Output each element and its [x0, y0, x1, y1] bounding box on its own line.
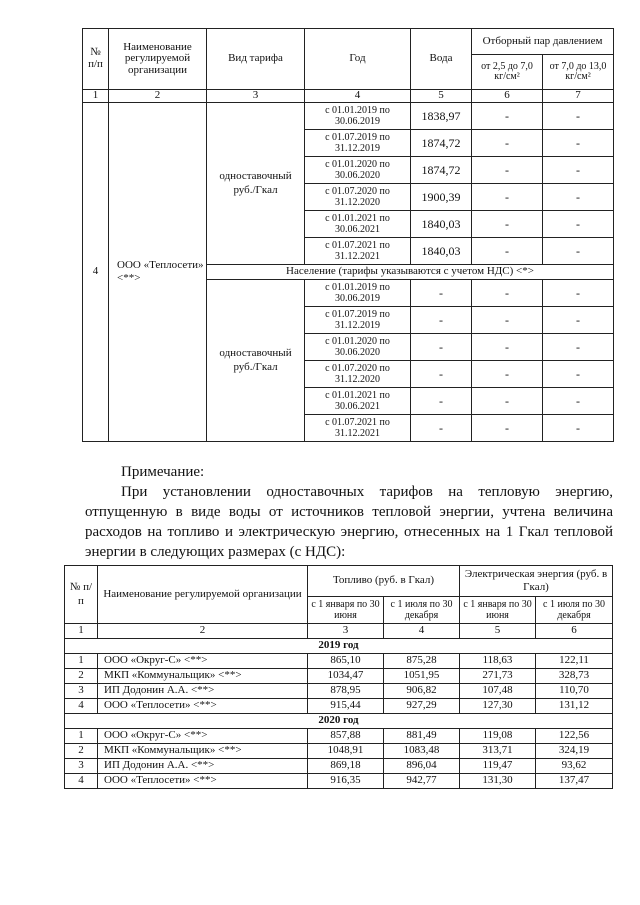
col-number: 3 [207, 90, 305, 103]
year-label: 2019 год [65, 639, 613, 654]
water-value: 1838,97 [411, 103, 472, 130]
header-fuel: Топливо (руб. в Гкал) [308, 566, 460, 597]
col-number: 5 [411, 90, 472, 103]
electric-jul-value: 328,73 [536, 669, 613, 684]
tariff-row [83, 103, 614, 130]
period: с 01.07.2021 по 31.12.2021 [305, 415, 411, 442]
water-value: 1840,03 [411, 238, 472, 265]
electric-jan-value: 118,63 [460, 654, 536, 669]
steam-1-value: - [472, 334, 543, 361]
fuel-jan-value: 878,95 [308, 684, 384, 699]
table-row [65, 654, 613, 669]
header-steam-sub1: от 2,5 до 7,0 кг/см² [472, 55, 543, 90]
fuel-jan-value: 916,35 [308, 774, 384, 789]
fuel-jul-value: 1083,48 [384, 744, 460, 759]
period: с 01.07.2020 по 31.12.2020 [305, 361, 411, 388]
header-tariff-type: Вид тарифа [207, 29, 305, 90]
note-title: Примечание: [121, 464, 205, 480]
header-electric-jul: с 1 июля по 30 декабря [536, 597, 613, 624]
table-row [65, 684, 613, 699]
period: с 01.07.2021 по 31.12.2021 [305, 238, 411, 265]
steam-2-value: - [543, 157, 614, 184]
tariff-type: одноставочный руб./Гкал [207, 103, 305, 265]
electric-jul-value: 122,56 [536, 729, 613, 744]
fuel-jul-value: 896,04 [384, 759, 460, 774]
table-header-row [65, 566, 613, 597]
electric-jan-value: 107,48 [460, 684, 536, 699]
steam-2-value: - [543, 361, 614, 388]
org-name: ООО «Теплосети» <**> [109, 103, 207, 442]
col-number: 1 [83, 90, 109, 103]
period: с 01.01.2020 по 30.06.2020 [305, 157, 411, 184]
col-number: 7 [543, 90, 614, 103]
steam-1-value: - [472, 184, 543, 211]
header-org: Наименование регулируемой организации [109, 29, 207, 90]
table-row [65, 699, 613, 714]
header-num: № п/п [65, 566, 98, 624]
fuel-jan-value: 1034,47 [308, 669, 384, 684]
fuel-jan-value: 857,88 [308, 729, 384, 744]
steam-2-value: - [543, 184, 614, 211]
steam-2-value: - [543, 280, 614, 307]
water-value: - [411, 415, 472, 442]
row-number: 4 [65, 699, 98, 714]
table-row [65, 669, 613, 684]
fuel-jan-value: 1048,91 [308, 744, 384, 759]
org-name: ООО «Теплосети» <**> [98, 699, 308, 714]
water-value: - [411, 334, 472, 361]
fuel-jan-value: 869,18 [308, 759, 384, 774]
electric-jan-value: 119,47 [460, 759, 536, 774]
steam-2-value: - [543, 334, 614, 361]
header-steam: Отборный пар давлением [472, 29, 614, 55]
period: с 01.07.2019 по 31.12.2019 [305, 130, 411, 157]
electric-jan-value: 119,08 [460, 729, 536, 744]
electric-jan-value: 131,30 [460, 774, 536, 789]
steam-1-value: - [472, 238, 543, 265]
row-number: 3 [65, 759, 98, 774]
electric-jul-value: 122,11 [536, 654, 613, 669]
fuel-jan-value: 915,44 [308, 699, 384, 714]
row-number: 3 [65, 684, 98, 699]
water-value: 1840,03 [411, 211, 472, 238]
row-number: 2 [65, 744, 98, 759]
table-row [65, 759, 613, 774]
steam-1-value: - [472, 415, 543, 442]
fuel-electric-table [64, 565, 613, 789]
steam-1-value: - [472, 130, 543, 157]
fuel-jul-value: 942,77 [384, 774, 460, 789]
table-header-row [83, 29, 614, 55]
org-name: ИП Додонин А.А. <**> [98, 759, 308, 774]
org-name: МКП «Коммунальщик» <**> [98, 744, 308, 759]
header-electric: Электрическая энергия (руб. в Гкал) [460, 566, 613, 597]
year-row [65, 714, 613, 729]
header-fuel-jul: с 1 июля по 30 декабря [384, 597, 460, 624]
steam-1-value: - [472, 280, 543, 307]
table-row [65, 774, 613, 789]
steam-1-value: - [472, 388, 543, 415]
header-org: Наименование регулируемой организации [98, 566, 308, 624]
fuel-jul-value: 881,49 [384, 729, 460, 744]
fuel-jan-value: 865,10 [308, 654, 384, 669]
steam-2-value: - [543, 238, 614, 265]
steam-1-value: - [472, 307, 543, 334]
period: с 01.01.2020 по 30.06.2020 [305, 334, 411, 361]
fuel-jul-value: 1051,95 [384, 669, 460, 684]
electric-jan-value: 271,73 [460, 669, 536, 684]
tariff-type: одноставочный руб./Гкал [207, 280, 305, 442]
steam-2-value: - [543, 307, 614, 334]
period: с 01.01.2019 по 30.06.2019 [305, 280, 411, 307]
header-steam-sub2: от 7,0 до 13,0 кг/см² [543, 55, 614, 90]
table-row [65, 744, 613, 759]
header-water: Вода [411, 29, 472, 90]
water-value: 1874,72 [411, 130, 472, 157]
tariff-table [82, 28, 614, 442]
col-number: 5 [460, 624, 536, 639]
steam-1-value: - [472, 157, 543, 184]
row-number: 2 [65, 669, 98, 684]
electric-jul-value: 137,47 [536, 774, 613, 789]
col-number: 4 [384, 624, 460, 639]
period: с 01.01.2021 по 30.06.2021 [305, 211, 411, 238]
electric-jul-value: 93,62 [536, 759, 613, 774]
electric-jan-value: 127,30 [460, 699, 536, 714]
org-name: ООО «Теплосети» <**> [98, 774, 308, 789]
water-value: - [411, 307, 472, 334]
electric-jul-value: 110,70 [536, 684, 613, 699]
water-value: - [411, 361, 472, 388]
electric-jul-value: 324,19 [536, 744, 613, 759]
col-number: 2 [109, 90, 207, 103]
row-number: 4 [65, 774, 98, 789]
header-fuel-jan: с 1 января по 30 июня [308, 597, 384, 624]
steam-1-value: - [472, 211, 543, 238]
steam-1-value: - [472, 361, 543, 388]
steam-2-value: - [543, 130, 614, 157]
period: с 01.01.2021 по 30.06.2021 [305, 388, 411, 415]
steam-2-value: - [543, 211, 614, 238]
column-numbers-row [83, 90, 614, 103]
col-number: 6 [536, 624, 613, 639]
header-year: Год [305, 29, 411, 90]
period: с 01.07.2020 по 31.12.2020 [305, 184, 411, 211]
water-value: - [411, 388, 472, 415]
col-number: 6 [472, 90, 543, 103]
fuel-jul-value: 906,82 [384, 684, 460, 699]
note-block [85, 462, 613, 562]
org-name: ООО «Округ-С» <**> [98, 729, 308, 744]
col-number: 2 [98, 624, 308, 639]
col-number: 3 [308, 624, 384, 639]
col-number: 4 [305, 90, 411, 103]
steam-2-value: - [543, 103, 614, 130]
water-value: 1900,39 [411, 184, 472, 211]
period: с 01.01.2019 по 30.06.2019 [305, 103, 411, 130]
period: с 01.07.2019 по 31.12.2019 [305, 307, 411, 334]
electric-jul-value: 131,12 [536, 699, 613, 714]
year-label: 2020 год [65, 714, 613, 729]
steam-2-value: - [543, 415, 614, 442]
row-number: 1 [65, 654, 98, 669]
steam-2-value: - [543, 388, 614, 415]
org-name: ИП Додонин А.А. <**> [98, 684, 308, 699]
water-value: - [411, 280, 472, 307]
org-name: ООО «Округ-С» <**> [98, 654, 308, 669]
water-value: 1874,72 [411, 157, 472, 184]
year-row [65, 639, 613, 654]
fuel-jul-value: 875,28 [384, 654, 460, 669]
col-number: 1 [65, 624, 98, 639]
org-name: МКП «Коммунальщик» <**> [98, 669, 308, 684]
table-row [65, 729, 613, 744]
header-electric-jan: с 1 января по 30 июня [460, 597, 536, 624]
row-number: 1 [65, 729, 98, 744]
row-number: 4 [83, 103, 109, 442]
header-num: № п/п [83, 29, 109, 90]
fuel-jul-value: 927,29 [384, 699, 460, 714]
note-body: При установлении одноставочных тарифов на тепловую энергию, отпущенную в виде воды от источников тепловой энергии, учтена величина расходов на топливо и электрическую энергию, отнесенных на 1 Гкал тепловой энергии в следующих размерах (с НДС): [85, 484, 613, 560]
steam-1-value: - [472, 103, 543, 130]
column-numbers-row [65, 624, 613, 639]
electric-jan-value: 313,71 [460, 744, 536, 759]
population-label: Население (тарифы указываются с учетом НДС) <*> [207, 265, 614, 280]
